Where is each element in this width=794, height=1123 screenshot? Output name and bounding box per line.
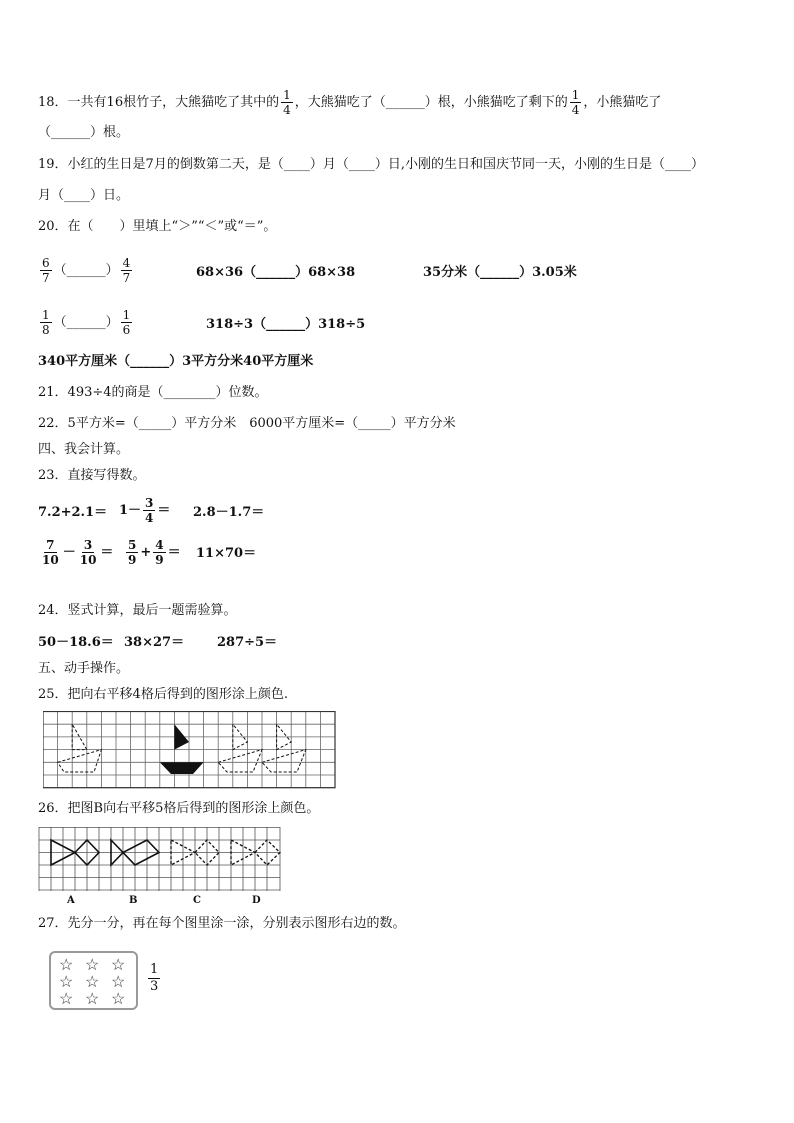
q24-item-a: 50－18.6＝ bbox=[38, 635, 114, 650]
q20-d-fraction-right: $\frac{1}{6}$ bbox=[122, 308, 131, 337]
q23-b-prefix: 1－ bbox=[119, 503, 142, 518]
q20-item-a bbox=[38, 256, 134, 285]
q18-text-b: ，大熊猫吃了（______）根，小熊猫吃了剩下的 bbox=[294, 95, 568, 110]
q23-item-e bbox=[124, 538, 181, 567]
q26-title: 26．把图B向右平移5格后得到的图形涂上颜色。 bbox=[38, 801, 320, 816]
q20-item-f: 340平方厘米（______）3平方分米40平方厘米 bbox=[38, 354, 314, 369]
label-a: A bbox=[67, 895, 75, 906]
q19-line2: 月（____）日。 bbox=[38, 188, 130, 203]
q20-title: 20．在（ ）里填上“＞”“＜”或“＝”。 bbox=[38, 219, 277, 234]
q24-item-c: 287÷5＝ bbox=[217, 635, 278, 650]
star-icon: ☆ bbox=[85, 955, 100, 974]
solid-boat bbox=[160, 724, 204, 774]
q23-e-fraction-1: $\frac{5}{9}$ bbox=[128, 538, 137, 567]
q26-grid bbox=[39, 827, 280, 891]
q27-star-grid bbox=[59, 956, 137, 1007]
q20-d-fraction-left: $\frac{1}{8}$ bbox=[42, 308, 50, 337]
q23-d-fraction-1: $\frac{7}{10}$ bbox=[42, 538, 59, 567]
q23-title: 23．直接写得数。 bbox=[38, 468, 146, 483]
dashed-boat-1 bbox=[58, 724, 102, 772]
q23-d-equals: ＝ bbox=[100, 545, 114, 560]
q20-item-e: 318÷3（______）318÷5 bbox=[206, 317, 366, 332]
q25-title: 25．把向右平移4格后得到的图形涂上颜色. bbox=[38, 687, 288, 702]
q20-d-blank: （______） bbox=[53, 315, 119, 330]
q23-b-fraction: $\frac{3}{4}$ bbox=[145, 496, 154, 525]
label-d: D bbox=[252, 895, 261, 906]
q27-fraction bbox=[146, 962, 162, 995]
star-icon: ☆ bbox=[59, 955, 74, 974]
q23-item-c: 2.8－1.7＝ bbox=[193, 505, 265, 520]
label-b: B bbox=[129, 895, 138, 906]
q24-title: 24．竖式计算，最后一题需验算。 bbox=[38, 603, 237, 618]
q23-item-d bbox=[38, 538, 113, 567]
star-icon: ☆ bbox=[85, 989, 100, 1008]
q18-line1 bbox=[38, 88, 661, 117]
q27-title: 27．先分一分，再在每个图里涂一涂，分别表示图形右边的数。 bbox=[38, 916, 406, 931]
dashed-boat-3 bbox=[262, 724, 306, 772]
q18-line2: （______）根。 bbox=[38, 125, 130, 140]
section-5-heading: 五、动手操作。 bbox=[38, 661, 130, 676]
q23-item-f: 11×70＝ bbox=[196, 546, 257, 561]
q23-b-equals: ＝ bbox=[157, 503, 171, 518]
q20-a-blank: （______） bbox=[53, 263, 119, 278]
star-icon: ☆ bbox=[111, 972, 126, 991]
q20-a-fraction-left: $\frac{6}{7}$ bbox=[42, 256, 50, 285]
dashed-boat-2 bbox=[218, 724, 262, 772]
star-icon: ☆ bbox=[111, 955, 126, 974]
q26-grid-figure bbox=[38, 827, 284, 892]
q27-fraction-value: $\frac{1}{3}$ bbox=[150, 962, 159, 994]
star-icon: ☆ bbox=[111, 989, 126, 1008]
q23-d-operator: － bbox=[62, 545, 76, 560]
q27-star-box bbox=[49, 951, 138, 1010]
q20-a-fraction-right: $\frac{4}{7}$ bbox=[122, 256, 131, 285]
section-4-heading: 四、我会计算。 bbox=[38, 442, 130, 457]
q23-item-a: 7.2+2.1＝ bbox=[38, 505, 108, 520]
q21: 21．493÷4的商是（________）位数。 bbox=[38, 385, 268, 400]
q18-text-c: ，小熊猫吃了 bbox=[583, 95, 662, 110]
star-icon: ☆ bbox=[59, 972, 74, 991]
q20-item-d bbox=[38, 308, 134, 337]
q23-e-operator: + bbox=[140, 545, 152, 560]
q23-item-b bbox=[119, 496, 170, 525]
q24-item-b: 38×27＝ bbox=[124, 635, 185, 650]
q22: 22．5平方米=（_____）平方分米 6000平方厘米=（_____）平方分米 bbox=[38, 416, 456, 431]
q18-fraction-2: $\frac{1}{4}$ bbox=[571, 88, 580, 117]
q23-e-fraction-2: $\frac{4}{9}$ bbox=[155, 538, 164, 567]
label-c: C bbox=[193, 895, 201, 906]
q18-fraction-1: $\frac{1}{4}$ bbox=[283, 88, 291, 117]
q23-e-equals: ＝ bbox=[167, 545, 181, 560]
q20-item-c: 35分米（______）3.05米 bbox=[423, 265, 577, 280]
q19-line1: 19．小红的生日是7月的倒数第二天，是（____）月（____）日,小刚的生日和国庆节同一天，小刚的生日是（____） bbox=[38, 157, 704, 172]
q18-text-a: 18．一共有16根竹子，大熊猫吃了其中的 bbox=[38, 95, 280, 110]
q25-grid-figure bbox=[43, 711, 337, 789]
q23-d-fraction-2: $\frac{3}{10}$ bbox=[79, 538, 97, 567]
star-icon: ☆ bbox=[85, 972, 100, 991]
star-icon: ☆ bbox=[59, 989, 74, 1008]
q20-item-b: 68×36（______）68×38 bbox=[196, 265, 356, 280]
